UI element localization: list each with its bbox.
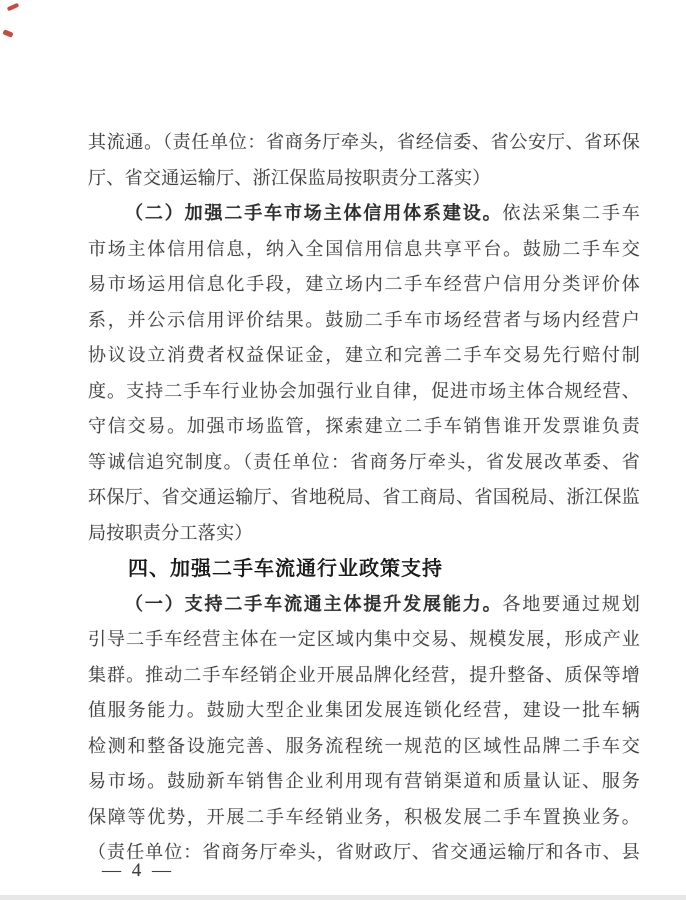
red-scan-mark bbox=[7, 3, 20, 12]
line-text: 依法采集二手车 bbox=[502, 203, 640, 223]
text-line bbox=[88, 125, 640, 161]
line-text: 局按职责分工落实） bbox=[88, 522, 253, 543]
line-text: 值服务能力。鼓励大型企业集团发展连锁化经营，建设一批车辆 bbox=[88, 700, 640, 720]
text-line bbox=[88, 658, 640, 694]
line-text: 检测和整备设施完善、服务流程统一规范的区域性品牌二手车交 bbox=[88, 735, 640, 756]
text-line bbox=[88, 303, 640, 339]
line-text: 各地要通过规划 bbox=[502, 593, 640, 614]
text-line bbox=[88, 374, 640, 410]
text-line bbox=[88, 693, 640, 729]
text-line bbox=[88, 267, 640, 303]
red-scan-mark bbox=[2, 29, 13, 37]
document-body bbox=[88, 125, 640, 871]
line-text: 守信交易。加强市场监管，探索建立二手车销售谁开发票谁负责 bbox=[88, 416, 640, 436]
text-line bbox=[88, 196, 640, 232]
clause-lead-text: （二）加强二手车市场主体信用体系建设。 bbox=[125, 203, 503, 223]
line-text: （责任单位：省商务厅牵头，省财政厅、省交通运输厅和各市、县 bbox=[88, 842, 640, 862]
line-text: 四、加强二手车流通行业政策支持 bbox=[128, 556, 443, 580]
text-line bbox=[88, 800, 640, 836]
scan-edge bbox=[0, 895, 686, 900]
text-line bbox=[88, 587, 640, 623]
line-text: 市场主体信用信息，纳入全国信用信息共享平台。鼓励二手车交 bbox=[88, 238, 640, 259]
text-line bbox=[88, 622, 640, 658]
line-text: 易市场运用信息化手段，建立场内二手车经营户信用分类评价体 bbox=[88, 274, 640, 294]
line-text: 集群。推动二手车经销企业开展品牌化经营，提升整备、质保等增 bbox=[88, 664, 640, 685]
text-line bbox=[88, 729, 640, 765]
text-line bbox=[88, 338, 640, 374]
text-line bbox=[88, 764, 640, 800]
text-line bbox=[88, 445, 640, 481]
text-line bbox=[88, 409, 640, 445]
text-line bbox=[88, 232, 640, 268]
line-text: 环保厅、省交通运输厅、省地税局、省工商局、省国税局、浙江保监 bbox=[88, 487, 640, 507]
line-text: 厅、省交通运输厅、浙江保监局按职责分工落实） bbox=[88, 167, 491, 188]
line-text: 保障等优势，开展二手车经销业务，积极发展二手车置换业务。 bbox=[88, 806, 640, 827]
clause-lead-text: （一）支持二手车流通主体提升发展能力。 bbox=[125, 593, 503, 614]
text-line bbox=[88, 480, 640, 516]
line-text: 系，并公示信用评价结果。鼓励二手车市场经营者与场内经营户 bbox=[88, 309, 640, 330]
line-text: 协议设立消费者权益保证金，建立和完善二手车交易先行赔付制 bbox=[88, 345, 640, 365]
line-text: 其流通。（责任单位：省商务厅牵头，省经信委、省公安厅、省环保 bbox=[88, 132, 640, 152]
line-text: 等诚信追究制度。（责任单位：省商务厅牵头，省发展改革委、省 bbox=[88, 451, 640, 472]
page-number: — 4 — bbox=[102, 860, 174, 881]
section-heading bbox=[88, 551, 640, 587]
text-line bbox=[88, 516, 640, 552]
line-text: 度。支持二手车行业协会加强行业自律，促进市场主体合规经营、 bbox=[88, 380, 640, 401]
line-text: 引导二手车经营主体在一定区域内集中交易、规模发展，形成产业 bbox=[88, 629, 640, 649]
line-text: 易市场。鼓励新车销售企业利用现有营销渠道和质量认证、服务 bbox=[88, 771, 640, 791]
text-line bbox=[88, 161, 640, 197]
